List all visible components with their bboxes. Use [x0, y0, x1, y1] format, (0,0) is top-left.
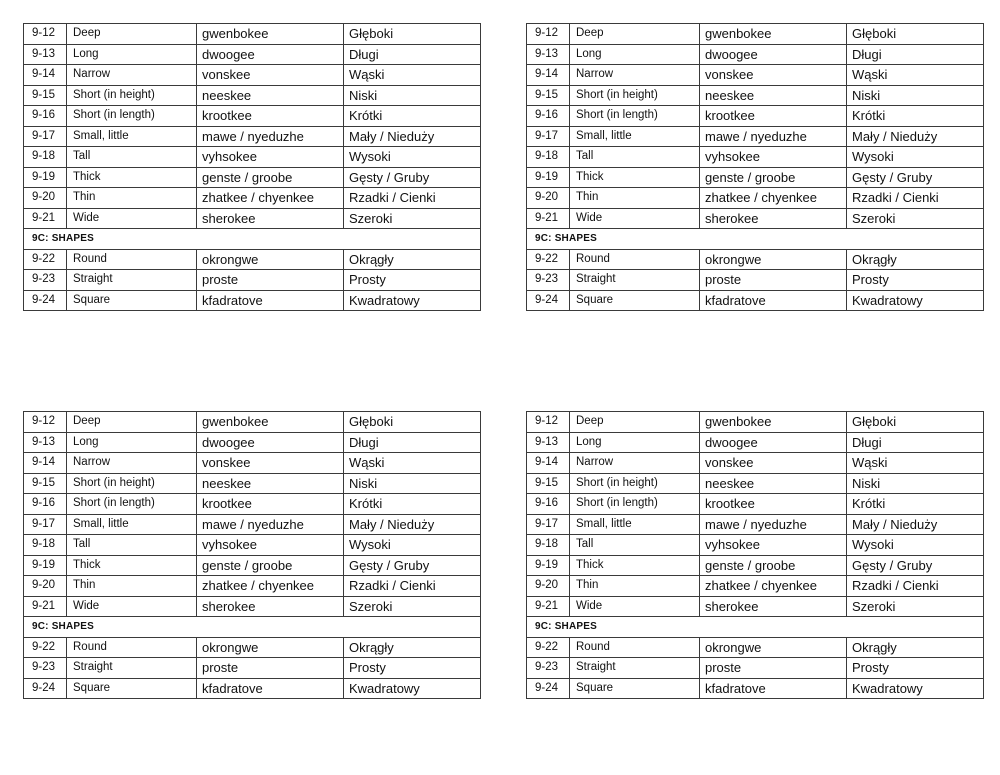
entry-number: 9-19: [24, 555, 67, 576]
polish-word: Kwadratowy: [344, 290, 481, 311]
polish-word: Długi: [344, 432, 481, 453]
vocab-row: [527, 637, 984, 658]
polish-word: Niski: [847, 85, 984, 106]
phonetic-spelling: neeskee: [197, 473, 344, 494]
section-header-row: [527, 617, 984, 638]
english-word: Tall: [570, 147, 700, 168]
polish-word: Mały / Nieduży: [344, 126, 481, 147]
phonetic-spelling: krootkee: [197, 494, 344, 515]
phonetic-spelling: proste: [700, 270, 847, 291]
polish-word: Wąski: [847, 453, 984, 474]
phonetic-spelling: sherokee: [700, 208, 847, 229]
phonetic-spelling: neeskee: [700, 473, 847, 494]
vocab-row: [527, 596, 984, 617]
english-word: Straight: [67, 658, 197, 679]
english-word: Small, little: [67, 126, 197, 147]
polish-word: Wysoki: [847, 147, 984, 168]
polish-word: Wysoki: [344, 535, 481, 556]
vocab-card-body: [24, 412, 481, 699]
english-word: Thick: [570, 167, 700, 188]
english-word: Narrow: [67, 453, 197, 474]
entry-number: 9-19: [24, 167, 67, 188]
phonetic-spelling: krootkee: [700, 494, 847, 515]
vocab-row: [24, 535, 481, 556]
vocab-row: [24, 555, 481, 576]
polish-word: Gęsty / Gruby: [344, 167, 481, 188]
polish-word: Krótki: [847, 494, 984, 515]
polish-word: Szeroki: [847, 596, 984, 617]
english-word: Thick: [67, 167, 197, 188]
english-word: Narrow: [570, 453, 700, 474]
polish-word: Kwadratowy: [847, 678, 984, 699]
vocab-row: [527, 167, 984, 188]
phonetic-spelling: vyhsokee: [197, 147, 344, 168]
polish-word: Długi: [847, 44, 984, 65]
phonetic-spelling: okrongwe: [700, 637, 847, 658]
polish-word: Gęsty / Gruby: [847, 167, 984, 188]
english-word: Square: [570, 678, 700, 699]
english-word: Short (in height): [570, 85, 700, 106]
entry-number: 9-13: [527, 44, 570, 65]
polish-word: Głęboki: [344, 412, 481, 433]
vocab-card-4: [526, 411, 984, 699]
vocab-card-1: [23, 23, 481, 311]
vocab-row: [527, 85, 984, 106]
polish-word: Krótki: [847, 106, 984, 127]
section-header: 9C: SHAPES: [527, 229, 984, 250]
polish-word: Mały / Nieduży: [847, 514, 984, 535]
english-word: Short (in length): [570, 106, 700, 127]
vocab-row: [24, 412, 481, 433]
entry-number: 9-15: [24, 85, 67, 106]
vocab-row: [527, 147, 984, 168]
vocab-row: [24, 188, 481, 209]
english-word: Wide: [570, 208, 700, 229]
section-header: 9C: SHAPES: [24, 229, 481, 250]
vocab-row: [24, 249, 481, 270]
english-word: Thin: [67, 188, 197, 209]
english-word: Narrow: [570, 65, 700, 86]
vocab-card-2: [526, 23, 984, 311]
entry-number: 9-14: [527, 453, 570, 474]
english-word: Round: [570, 637, 700, 658]
polish-word: Niski: [344, 473, 481, 494]
section-header-row: [24, 617, 481, 638]
section-header: 9C: SHAPES: [24, 617, 481, 638]
vocab-card-body: [527, 412, 984, 699]
phonetic-spelling: gwenbokee: [197, 24, 344, 45]
entry-number: 9-22: [527, 249, 570, 270]
entry-number: 9-21: [527, 208, 570, 229]
phonetic-spelling: neeskee: [197, 85, 344, 106]
phonetic-spelling: dwoogee: [700, 44, 847, 65]
vocab-row: [24, 85, 481, 106]
polish-word: Rzadki / Cienki: [847, 188, 984, 209]
entry-number: 9-12: [24, 24, 67, 45]
phonetic-spelling: krootkee: [197, 106, 344, 127]
entry-number: 9-16: [24, 106, 67, 127]
vocab-row: [24, 65, 481, 86]
vocab-row: [24, 290, 481, 311]
english-word: Thin: [67, 576, 197, 597]
phonetic-spelling: proste: [197, 658, 344, 679]
vocab-row: [527, 453, 984, 474]
entry-number: 9-18: [24, 535, 67, 556]
phonetic-spelling: genste / groobe: [700, 167, 847, 188]
entry-number: 9-23: [24, 658, 67, 679]
polish-word: Głęboki: [847, 412, 984, 433]
phonetic-spelling: vonskee: [197, 453, 344, 474]
phonetic-spelling: krootkee: [700, 106, 847, 127]
vocab-row: [527, 65, 984, 86]
entry-number: 9-18: [527, 535, 570, 556]
english-word: Tall: [67, 147, 197, 168]
polish-word: Wąski: [847, 65, 984, 86]
english-word: Short (in height): [67, 85, 197, 106]
english-word: Short (in length): [67, 106, 197, 127]
vocab-row: [527, 249, 984, 270]
polish-word: Kwadratowy: [847, 290, 984, 311]
vocab-row: [527, 658, 984, 679]
vocab-card-body: [24, 24, 481, 311]
vocab-row: [24, 432, 481, 453]
entry-number: 9-19: [527, 555, 570, 576]
vocab-row: [527, 412, 984, 433]
vocab-row: [24, 473, 481, 494]
vocab-row: [24, 167, 481, 188]
phonetic-spelling: vonskee: [700, 65, 847, 86]
vocab-row: [24, 494, 481, 515]
vocab-row: [24, 44, 481, 65]
vocab-row: [527, 473, 984, 494]
english-word: Square: [67, 678, 197, 699]
vocab-row: [527, 535, 984, 556]
phonetic-spelling: kfadratove: [197, 290, 344, 311]
polish-word: Prosty: [344, 658, 481, 679]
entry-number: 9-22: [24, 249, 67, 270]
phonetic-spelling: zhatkee / chyenkee: [197, 188, 344, 209]
english-word: Round: [570, 249, 700, 270]
vocab-card-3: [23, 411, 481, 699]
polish-word: Wąski: [344, 65, 481, 86]
phonetic-spelling: genste / groobe: [197, 555, 344, 576]
vocab-row: [24, 637, 481, 658]
polish-word: Okrągły: [847, 637, 984, 658]
polish-word: Prosty: [847, 270, 984, 291]
english-word: Small, little: [570, 514, 700, 535]
english-word: Wide: [570, 596, 700, 617]
english-word: Thick: [67, 555, 197, 576]
phonetic-spelling: zhatkee / chyenkee: [197, 576, 344, 597]
vocab-row: [24, 576, 481, 597]
entry-number: 9-24: [527, 290, 570, 311]
entry-number: 9-12: [527, 412, 570, 433]
polish-word: Długi: [847, 432, 984, 453]
vocab-card-body: [527, 24, 984, 311]
english-word: Deep: [570, 412, 700, 433]
entry-number: 9-22: [527, 637, 570, 658]
vocab-row: [24, 453, 481, 474]
phonetic-spelling: vyhsokee: [197, 535, 344, 556]
polish-word: Prosty: [847, 658, 984, 679]
polish-word: Rzadki / Cienki: [344, 576, 481, 597]
english-word: Long: [67, 44, 197, 65]
phonetic-spelling: kfadratove: [700, 678, 847, 699]
phonetic-spelling: proste: [700, 658, 847, 679]
polish-word: Krótki: [344, 494, 481, 515]
phonetic-spelling: mawe / nyeduzhe: [700, 126, 847, 147]
english-word: Long: [570, 44, 700, 65]
entry-number: 9-13: [527, 432, 570, 453]
vocab-row: [24, 678, 481, 699]
entry-number: 9-24: [24, 678, 67, 699]
polish-word: Kwadratowy: [344, 678, 481, 699]
vocab-row: [24, 596, 481, 617]
entry-number: 9-20: [527, 576, 570, 597]
phonetic-spelling: sherokee: [197, 208, 344, 229]
entry-number: 9-23: [527, 270, 570, 291]
entry-number: 9-18: [527, 147, 570, 168]
english-word: Square: [570, 290, 700, 311]
entry-number: 9-20: [24, 188, 67, 209]
phonetic-spelling: sherokee: [700, 596, 847, 617]
entry-number: 9-16: [527, 494, 570, 515]
english-word: Long: [67, 432, 197, 453]
phonetic-spelling: sherokee: [197, 596, 344, 617]
polish-word: Mały / Nieduży: [344, 514, 481, 535]
entry-number: 9-23: [527, 658, 570, 679]
vocab-row: [527, 24, 984, 45]
vocab-row: [24, 208, 481, 229]
entry-number: 9-14: [24, 453, 67, 474]
phonetic-spelling: proste: [197, 270, 344, 291]
section-header: 9C: SHAPES: [527, 617, 984, 638]
phonetic-spelling: genste / groobe: [197, 167, 344, 188]
entry-number: 9-17: [24, 126, 67, 147]
english-word: Wide: [67, 208, 197, 229]
entry-number: 9-15: [527, 473, 570, 494]
polish-word: Wysoki: [847, 535, 984, 556]
polish-word: Niski: [344, 85, 481, 106]
phonetic-spelling: okrongwe: [700, 249, 847, 270]
polish-word: Gęsty / Gruby: [847, 555, 984, 576]
english-word: Short (in length): [570, 494, 700, 515]
english-word: Tall: [570, 535, 700, 556]
polish-word: Okrągły: [344, 637, 481, 658]
english-word: Square: [67, 290, 197, 311]
english-word: Wide: [67, 596, 197, 617]
polish-word: Prosty: [344, 270, 481, 291]
phonetic-spelling: vyhsokee: [700, 535, 847, 556]
entry-number: 9-17: [24, 514, 67, 535]
phonetic-spelling: okrongwe: [197, 637, 344, 658]
english-word: Deep: [67, 24, 197, 45]
polish-word: Krótki: [344, 106, 481, 127]
entry-number: 9-17: [527, 126, 570, 147]
vocab-row: [527, 126, 984, 147]
entry-number: 9-18: [24, 147, 67, 168]
section-header-row: [24, 229, 481, 250]
polish-word: Gęsty / Gruby: [344, 555, 481, 576]
entry-number: 9-13: [24, 44, 67, 65]
english-word: Narrow: [67, 65, 197, 86]
phonetic-spelling: dwoogee: [700, 432, 847, 453]
phonetic-spelling: zhatkee / chyenkee: [700, 188, 847, 209]
entry-number: 9-13: [24, 432, 67, 453]
entry-number: 9-16: [24, 494, 67, 515]
phonetic-spelling: zhatkee / chyenkee: [700, 576, 847, 597]
phonetic-spelling: vonskee: [700, 453, 847, 474]
entry-number: 9-12: [527, 24, 570, 45]
phonetic-spelling: neeskee: [700, 85, 847, 106]
english-word: Thin: [570, 188, 700, 209]
vocab-row: [527, 555, 984, 576]
entry-number: 9-20: [24, 576, 67, 597]
polish-word: Mały / Nieduży: [847, 126, 984, 147]
english-word: Straight: [67, 270, 197, 291]
entry-number: 9-15: [24, 473, 67, 494]
english-word: Straight: [570, 658, 700, 679]
vocab-row: [24, 24, 481, 45]
polish-word: Wysoki: [344, 147, 481, 168]
english-word: Short (in height): [570, 473, 700, 494]
vocab-row: [527, 576, 984, 597]
phonetic-spelling: vonskee: [197, 65, 344, 86]
polish-word: Rzadki / Cienki: [847, 576, 984, 597]
english-word: Deep: [570, 24, 700, 45]
phonetic-spelling: kfadratove: [197, 678, 344, 699]
english-word: Straight: [570, 270, 700, 291]
phonetic-spelling: dwoogee: [197, 432, 344, 453]
english-word: Thick: [570, 555, 700, 576]
phonetic-spelling: vyhsokee: [700, 147, 847, 168]
phonetic-spelling: genste / groobe: [700, 555, 847, 576]
phonetic-spelling: mawe / nyeduzhe: [700, 514, 847, 535]
entry-number: 9-16: [527, 106, 570, 127]
phonetic-spelling: mawe / nyeduzhe: [197, 126, 344, 147]
vocab-row: [24, 106, 481, 127]
polish-word: Okrągły: [344, 249, 481, 270]
entry-number: 9-19: [527, 167, 570, 188]
polish-word: Szeroki: [847, 208, 984, 229]
vocab-row: [527, 106, 984, 127]
vocab-row: [24, 270, 481, 291]
entry-number: 9-12: [24, 412, 67, 433]
polish-word: Głęboki: [847, 24, 984, 45]
polish-word: Wąski: [344, 453, 481, 474]
entry-number: 9-24: [527, 678, 570, 699]
entry-number: 9-23: [24, 270, 67, 291]
english-word: Round: [67, 249, 197, 270]
polish-word: Niski: [847, 473, 984, 494]
english-word: Deep: [67, 412, 197, 433]
phonetic-spelling: gwenbokee: [700, 412, 847, 433]
english-word: Tall: [67, 535, 197, 556]
polish-word: Długi: [344, 44, 481, 65]
polish-word: Szeroki: [344, 596, 481, 617]
entry-number: 9-20: [527, 188, 570, 209]
vocab-row: [527, 290, 984, 311]
polish-word: Okrągły: [847, 249, 984, 270]
section-header-row: [527, 229, 984, 250]
entry-number: 9-15: [527, 85, 570, 106]
vocab-row: [527, 432, 984, 453]
polish-word: Szeroki: [344, 208, 481, 229]
entry-number: 9-22: [24, 637, 67, 658]
english-word: Thin: [570, 576, 700, 597]
polish-word: Rzadki / Cienki: [344, 188, 481, 209]
vocab-row: [24, 514, 481, 535]
entry-number: 9-14: [527, 65, 570, 86]
english-word: Round: [67, 637, 197, 658]
entry-number: 9-24: [24, 290, 67, 311]
entry-number: 9-21: [24, 596, 67, 617]
vocab-row: [527, 44, 984, 65]
english-word: Small, little: [67, 514, 197, 535]
vocab-row: [24, 147, 481, 168]
vocab-row: [527, 494, 984, 515]
vocab-row: [24, 658, 481, 679]
phonetic-spelling: kfadratove: [700, 290, 847, 311]
vocab-row: [527, 678, 984, 699]
english-word: Long: [570, 432, 700, 453]
english-word: Short (in height): [67, 473, 197, 494]
vocab-row: [24, 126, 481, 147]
vocab-row: [527, 270, 984, 291]
entry-number: 9-17: [527, 514, 570, 535]
english-word: Small, little: [570, 126, 700, 147]
polish-word: Głęboki: [344, 24, 481, 45]
entry-number: 9-14: [24, 65, 67, 86]
phonetic-spelling: mawe / nyeduzhe: [197, 514, 344, 535]
english-word: Short (in length): [67, 494, 197, 515]
phonetic-spelling: gwenbokee: [700, 24, 847, 45]
vocab-row: [527, 208, 984, 229]
phonetic-spelling: dwoogee: [197, 44, 344, 65]
phonetic-spelling: gwenbokee: [197, 412, 344, 433]
vocab-row: [527, 188, 984, 209]
vocab-row: [527, 514, 984, 535]
entry-number: 9-21: [527, 596, 570, 617]
entry-number: 9-21: [24, 208, 67, 229]
phonetic-spelling: okrongwe: [197, 249, 344, 270]
